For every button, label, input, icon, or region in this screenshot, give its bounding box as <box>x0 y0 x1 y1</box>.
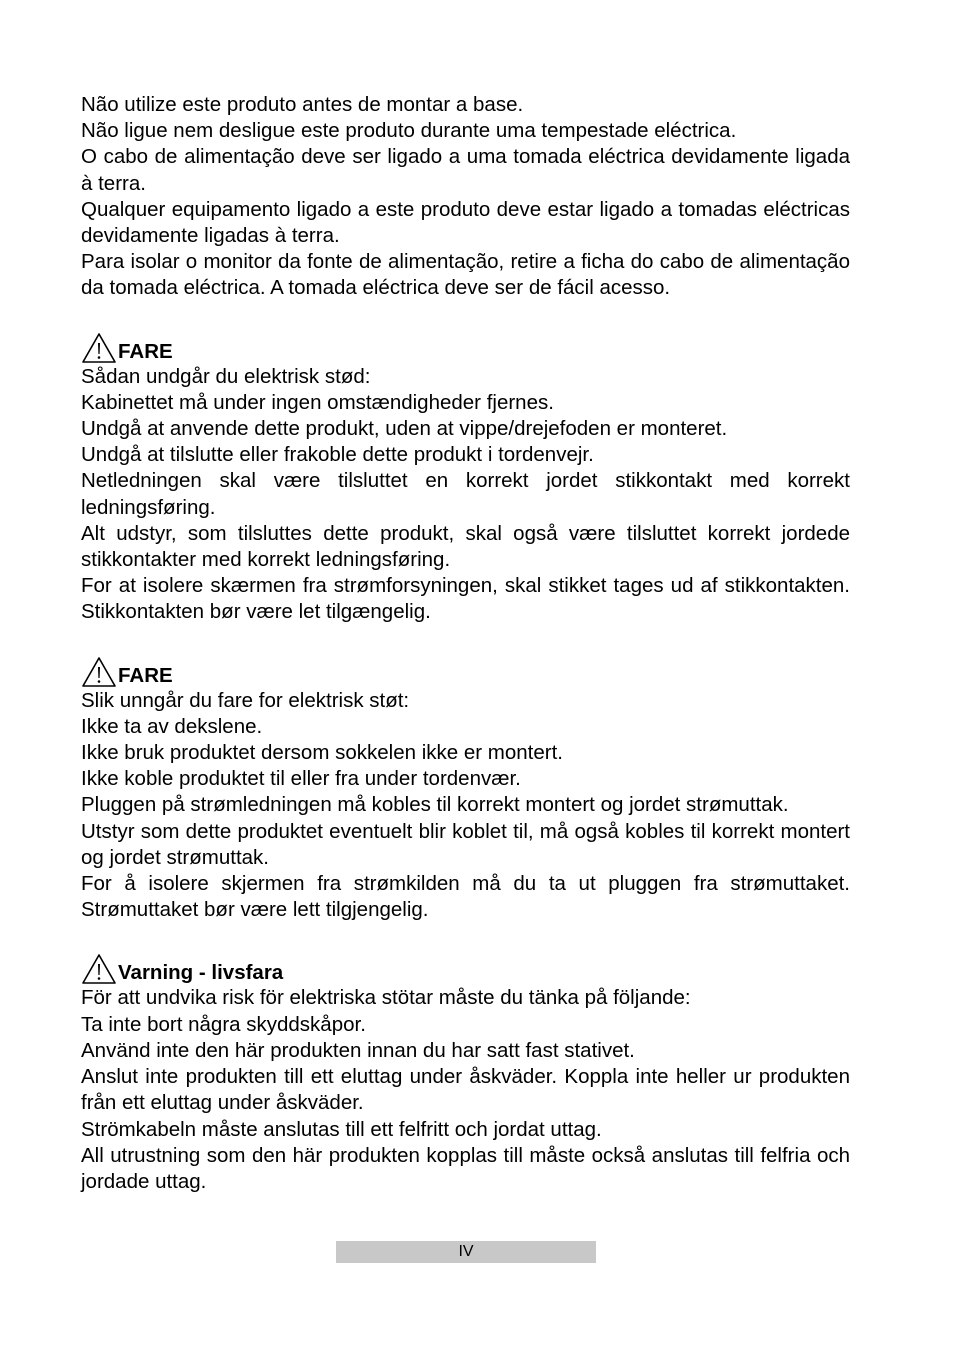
paragraph: Undgå at tilslutte eller frakoble dette produkt i tordenvejr. <box>81 443 594 467</box>
paragraph: Sådan undgår du elektrisk stød: <box>81 364 371 388</box>
paragraph: Utstyr som dette produktet eventuelt blir koblet til, må også kobles til korrekt montert og jordet strømuttak. <box>81 819 850 869</box>
section-heading <box>81 949 850 985</box>
warning-triangle-icon <box>81 332 117 364</box>
paragraph: Para isolar o monitor da fonte de alimentação, retire a ficha do cabo de alimentação da tomada eléctrica. A tomada eléctrica deve ser de fácil acesso. <box>81 250 850 300</box>
warning-triangle-icon <box>81 953 117 985</box>
paragraph: Ikke ta av dekslene. <box>81 714 263 738</box>
paragraph: Ikke bruk produktet dersom sokkelen ikke er montert. <box>81 741 563 765</box>
paragraph: Qualquer equipamento ligado a este produto deve estar ligado a tomadas eléctricas devidamente ligadas à terra. <box>81 197 850 248</box>
paragraph: Undgå at anvende dette produkt, uden at vippe/drejefoden er monteret. <box>81 417 728 441</box>
paragraph: For å isolere skjermen fra strømkilden må du ta ut pluggen fra strømuttaket. Strømuttaket bør være lett tilgjengelig. <box>81 872 850 922</box>
section-title: FARE <box>118 663 173 687</box>
document-body <box>81 92 850 1195</box>
section-norwegian-warning <box>81 652 850 924</box>
paragraph: Ikke koble produktet til eller fra under tordenvær. <box>81 767 521 791</box>
paragraph: Anslut inte produkten till ett eluttag under åskväder. Koppla inte heller ur produkten från ett eluttag under åskväder. <box>81 1065 850 1115</box>
paragraph: All utrustning som den här produkten kopplas till måste också anslutas till felfria och jordade uttag. <box>81 1143 850 1193</box>
paragraph: Använd inte den här produkten innan du har satt fast stativet. <box>81 1038 635 1062</box>
paragraph: Pluggen på strømledningen må kobles til korrekt montert og jordet strømuttak. <box>81 793 789 817</box>
section-title: FARE <box>118 339 173 363</box>
intro-block <box>81 92 850 302</box>
paragraph: For at isolere skærmen fra strømforsyningen, skal stikket tages ud af stikkontakten. Stikkontakten bør være let tilgængelig. <box>81 574 850 624</box>
section-heading <box>81 328 850 364</box>
paragraph: Kabinettet må under ingen omstændigheder fjernes. <box>81 390 554 414</box>
section-swedish-warning <box>81 949 850 1195</box>
paragraph: Strömkabeln måste anslutas till ett felfritt och jordat uttag. <box>81 1117 602 1141</box>
paragraph: Não ligue nem desligue este produto durante uma tempestade eléctrica. <box>81 119 737 143</box>
paragraph: O cabo de alimentação deve ser ligado a uma tomada eléctrica devidamente ligada à terra. <box>81 145 850 195</box>
paragraph: För att undvika risk för elektriska stötar måste du tänka på följande: <box>81 986 691 1010</box>
paragraph: Slik unngår du fare for elektrisk støt: <box>81 688 410 712</box>
page-number: IV <box>336 1241 596 1263</box>
paragraph: Não utilize este produto antes de montar a base. <box>81 93 524 116</box>
warning-triangle-icon <box>81 656 117 688</box>
section-heading <box>81 652 850 688</box>
section-danish-warning <box>81 328 850 626</box>
paragraph: Netledningen skal være tilsluttet en korrekt jordet stikkontakt med korrekt ledningsføring. <box>81 469 850 519</box>
paragraph: Alt udstyr, som tilsluttes dette produkt, skal også være tilsluttet korrekt jordede stikkontakter med korrekt ledningsføring. <box>81 521 850 572</box>
paragraph: Ta inte bort några skyddskåpor. <box>81 1012 366 1036</box>
section-title: Varning - livsfara <box>118 961 284 985</box>
